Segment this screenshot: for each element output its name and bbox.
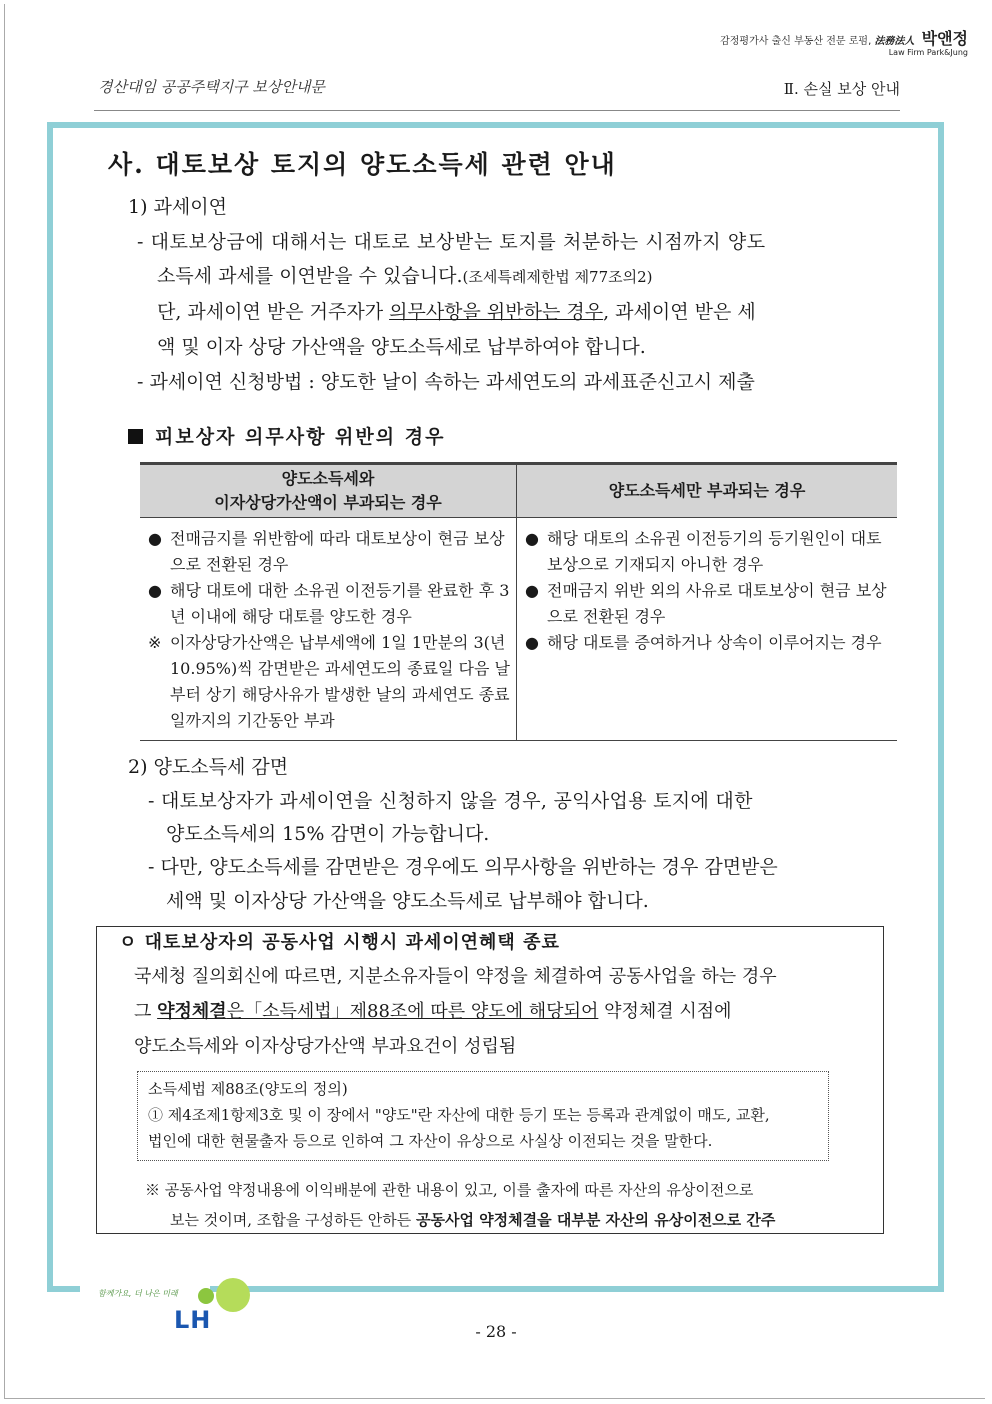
box-line2-b: 은「소득세법」제88조에 따른 양도에 해당되어	[226, 1001, 599, 1022]
box-line2-bold: 약정체결	[157, 1001, 227, 1022]
law-line1: ① 제4조제1항제3호 및 이 장에서 "양도"란 자산에 대한 등기 또는 등록과 관계없이 매도, 교환,	[148, 1106, 770, 1124]
list-item	[148, 526, 510, 578]
violation-heading-text: 피보상자 의무사항 위반의 경우	[155, 426, 446, 448]
table-header-col2: 양도소득세만 부과되는 경우	[517, 464, 898, 518]
firm-name-hanja: 法務法人	[874, 36, 915, 47]
bullet-icon: ●	[148, 581, 162, 600]
box-note-line2	[170, 1205, 775, 1235]
list-item-text: 전매금지 위반 외의 사유로 대토보상이 현금 보상으로 전환된 경우	[547, 581, 887, 626]
table-cell-col1	[140, 518, 517, 741]
box-line2-underlined	[157, 1001, 598, 1022]
header-rule	[94, 110, 900, 111]
s2-line2: 양도소득세의 15% 감면이 가능합니다.	[166, 823, 490, 845]
s1-line3-b: , 과세이연 받은 세	[603, 301, 756, 323]
s1-line2-text: 소득세 과세를 이연받을 수 있습니다.	[157, 265, 463, 287]
page-number: - 28 -	[475, 1322, 517, 1341]
box-line2-c: 약정체결 시점에	[604, 1001, 732, 1022]
list-item-text: 전매금지를 위반함에 따라 대토보상이 현금 보상으로 전환된 경우	[170, 529, 505, 574]
s2-line1: - 대토보상자가 과세이연을 신청하지 않을 경우, 공익사업용 토지에 대한	[148, 790, 753, 812]
list-item	[148, 578, 510, 630]
list-item	[148, 630, 510, 734]
col1-header-line2: 이자상당가산액이 부과되는 경우	[214, 493, 442, 512]
s1-line1: - 대토보상금에 대해서는 대토로 보상받는 토지를 처분하는 시점까지 양도	[137, 231, 766, 253]
firm-name: 박앤정	[921, 29, 968, 48]
list-item-text: 해당 대토를 증여하거나 상속이 이루어지는 경우	[547, 633, 882, 652]
section-label: Ⅱ. 손실 보상 안내	[783, 80, 900, 98]
firm-subtitle: Law Firm Park&Jung	[888, 48, 968, 57]
footer-slogan: 함께가요, 더 나은 미래	[98, 1289, 178, 1298]
box-note-line1: ※ 공동사업 약정내용에 이익배분에 관한 내용이 있고, 이를 출자에 따른 자산의 유상이전으로	[145, 1181, 754, 1199]
box-note-line2-bold: 공동사업 약정체결을 대부분 자산의 유상이전으로 간주	[415, 1211, 776, 1229]
box-line2	[134, 995, 732, 1029]
box-line2-a: 그	[134, 1001, 152, 1022]
table-cell-col2	[517, 518, 898, 741]
law-title: 소득세법 제88조(양도의 정의)	[148, 1080, 348, 1098]
s1-line3-a: 단, 과세이연 받은 거주자가	[157, 301, 384, 323]
violation-table	[140, 462, 897, 741]
s2-line4: 세액 및 이자상당 가산액을 양도소득세로 납부해야 합니다.	[166, 890, 649, 912]
list-item	[525, 578, 891, 630]
list-item-text: 이자상당가산액은 납부세액에 1일 1만분의 3(년 10.95%)씩 감면받은 과세연도의 종료일 다음 날부터 상기 해당사유가 발생한 날의 과세연도 종료 일까지의 기간동안 부과	[170, 633, 510, 730]
note-mark-icon: ※	[148, 633, 162, 652]
s1-heading: 1) 과세이연	[128, 196, 227, 218]
box-note-line2-a: 보는 것이며, 조합을 구성하든 안하든	[170, 1211, 412, 1229]
bullet-icon: ●	[525, 529, 539, 548]
table-row	[140, 518, 897, 741]
list-item-text: 해당 대토의 소유권 이전등기의 등기원인이 대토보상으로 기재되지 아니한 경우	[547, 529, 882, 574]
s1-line5: - 과세이연 신청방법 : 양도한 날이 속하는 과세연도의 과세표준신고시 제출	[137, 371, 755, 393]
s1-line4: 액 및 이자 상당 가산액을 양도소득세로 납부하여야 합니다.	[157, 336, 646, 358]
s2-heading: 2) 양도소득세 감면	[128, 756, 289, 778]
bullet-icon: ●	[525, 633, 539, 652]
violation-heading	[128, 422, 445, 449]
box-line1: 국세청 질의회신에 따르면, 지분소유자들이 약정을 체결하여 공동사업을 하는 경우	[134, 966, 777, 987]
list-item	[525, 630, 891, 656]
logo-dot-small-icon	[198, 1288, 214, 1304]
bullet-icon: ●	[525, 581, 539, 600]
s1-line2-ref: (조세특례제한법 제77조의2)	[462, 268, 653, 286]
table-header-col1	[140, 464, 517, 518]
s1-line3-underlined: 의무사항을 위반하는 경우	[389, 301, 604, 323]
s1-line3	[157, 295, 756, 329]
list-item-text: 해당 대토에 대한 소유권 이전등기를 완료한 후 3년 이내에 해당 대토를 양도한 경우	[170, 581, 510, 626]
firm-header	[720, 26, 968, 57]
lh-logo: LH	[174, 1306, 212, 1334]
page-title: 사. 대토보상 토지의 양도소득세 관련 안내	[108, 150, 617, 179]
doc-subtitle: 경산대임 공공주택지구 보상안내문	[98, 78, 325, 96]
col1-header-line1: 양도소득세와	[281, 469, 375, 488]
square-bullet-icon	[128, 429, 143, 444]
box-title: ㅇ 대토보상자의 공동사업 시행시 과세이연혜택 종료	[119, 932, 560, 953]
list-item	[525, 526, 891, 578]
firm-tagline: 감정평가사 출신 부동산 전문 로펌,	[720, 36, 872, 47]
s2-line3: - 다만, 양도소득세를 감면받은 경우에도 의무사항을 위반하는 경우 감면받은	[148, 856, 778, 878]
s1-line2	[157, 259, 653, 294]
law-excerpt	[137, 1071, 829, 1161]
bullet-icon: ●	[148, 529, 162, 548]
law-line2: 법인에 대한 현물출자 등으로 인하여 그 자산이 유상으로 사실상 이전되는 것을 말한다.	[148, 1132, 713, 1150]
table-header-row	[140, 464, 897, 518]
logo-dot-large-icon	[216, 1278, 250, 1312]
box-line3: 양도소득세와 이자상당가산액 부과요건이 성립됨	[134, 1036, 517, 1057]
